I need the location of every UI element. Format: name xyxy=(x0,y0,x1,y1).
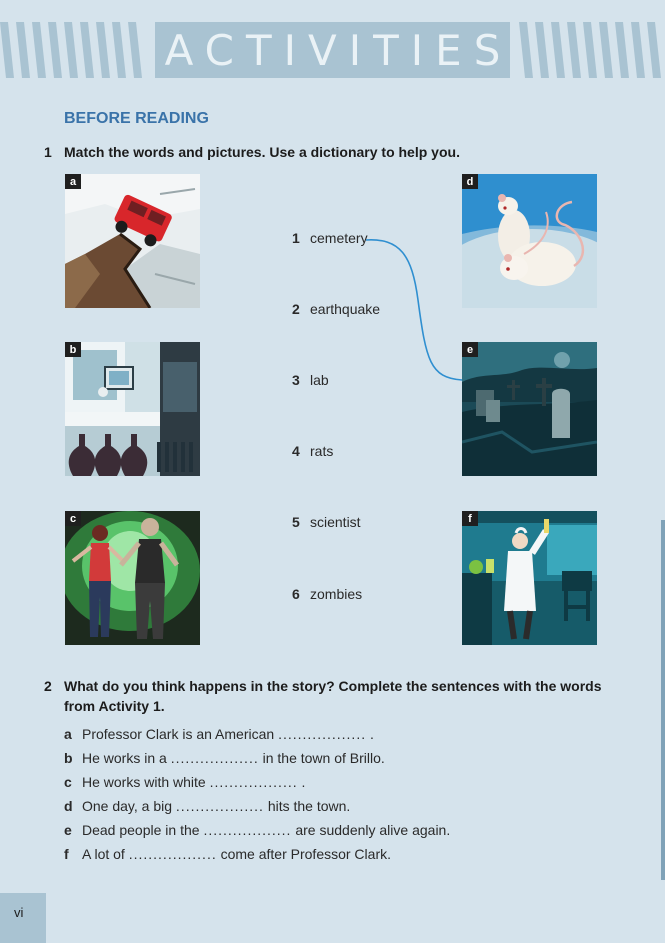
word-text: cemetery xyxy=(310,230,368,246)
word-text: zombies xyxy=(310,586,363,602)
word-number: 3 xyxy=(292,372,300,388)
sentence-letter: a xyxy=(64,726,72,742)
word-number: 5 xyxy=(292,514,300,530)
picture-label: d xyxy=(462,174,478,189)
sentence-text: He works with white xyxy=(82,774,206,790)
sentence-item xyxy=(64,822,584,846)
picture-label: a xyxy=(65,174,81,189)
activity-number: 2 xyxy=(44,678,52,694)
picture-label: e xyxy=(462,342,478,357)
sentence-text: Dead people in the xyxy=(82,822,200,838)
word-text: earthquake xyxy=(310,301,381,317)
sentence-text: in the town of Brillo. xyxy=(262,750,385,766)
sentence-letter: b xyxy=(64,750,73,766)
instruction-text: Match the words and pictures. Use a dictionary to help you. xyxy=(64,144,460,160)
sentence-text: . xyxy=(301,774,306,790)
word-text: scientist xyxy=(310,514,361,530)
page-edge-strip xyxy=(661,520,665,880)
activity-number: 1 xyxy=(44,144,52,160)
word-number: 4 xyxy=(292,443,300,459)
sentence-letter: f xyxy=(64,846,69,862)
sentence-letter: d xyxy=(64,798,73,814)
sentence-letter: e xyxy=(64,822,72,838)
word-number: 2 xyxy=(292,301,300,317)
answer-blank[interactable]: .................. xyxy=(175,798,264,814)
answer-blank[interactable]: .................. xyxy=(128,846,217,862)
sentence-list xyxy=(64,726,584,870)
sentence-item xyxy=(64,846,584,870)
sentence-text: hits the town. xyxy=(267,798,351,814)
instruction-text: What do you think happens in the story? Complete the sentences with the words from Activity 1. xyxy=(64,678,602,714)
picture-label: f xyxy=(462,511,478,526)
sentence-text: One day, a big xyxy=(82,798,173,814)
sentence-text: come after Professor Clark. xyxy=(220,846,391,862)
page-title: ACTIVITIES xyxy=(164,25,513,75)
sentence-item xyxy=(64,774,584,798)
answer-blank[interactable]: .................. xyxy=(278,726,367,742)
answer-blank[interactable]: .................. xyxy=(203,822,292,838)
sentence-text: . xyxy=(369,726,374,742)
sentence-item xyxy=(64,750,584,774)
picture-label: c xyxy=(65,511,81,526)
word-text: lab xyxy=(310,372,329,388)
sentence-letter: c xyxy=(64,774,72,790)
activity-2-instruction xyxy=(44,676,624,716)
sentence-item xyxy=(64,726,584,750)
sentence-text: are suddenly alive again. xyxy=(295,822,451,838)
word-number: 6 xyxy=(292,586,300,602)
page-number: vi xyxy=(0,893,46,943)
sentence-text: Professor Clark is an American xyxy=(82,726,275,742)
sentence-text: A lot of xyxy=(82,846,125,862)
section-heading: BEFORE READING xyxy=(64,110,209,127)
answer-blank[interactable]: .................. xyxy=(170,750,259,766)
sentence-text: He works in a xyxy=(82,750,167,766)
picture-label: b xyxy=(65,342,81,357)
answer-blank[interactable]: .................. xyxy=(209,774,298,790)
word-text: rats xyxy=(310,443,334,459)
sentence-item xyxy=(64,798,584,822)
word-number: 1 xyxy=(292,230,300,246)
